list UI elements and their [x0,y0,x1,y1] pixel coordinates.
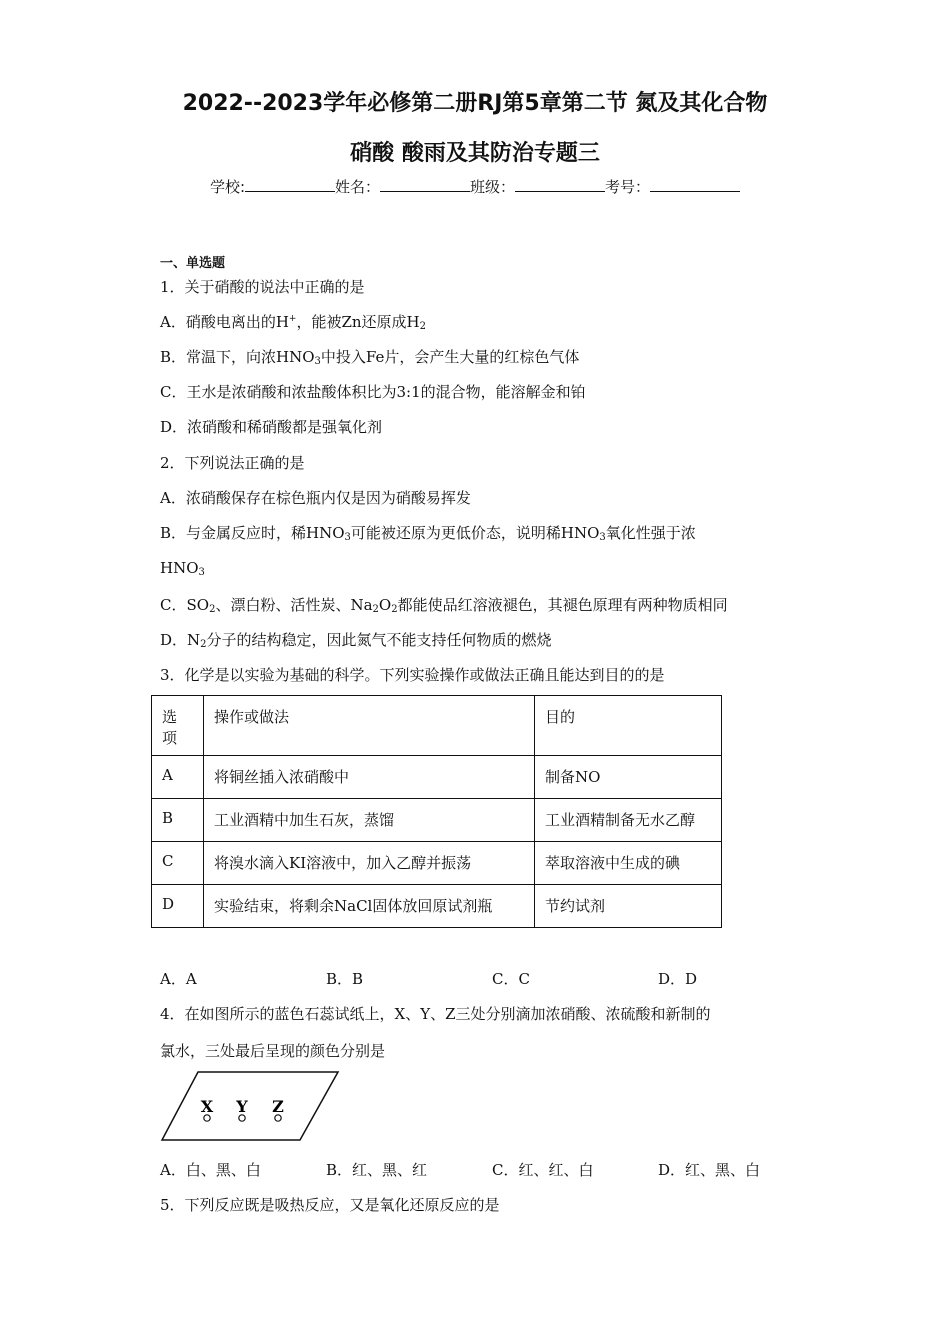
table-row [152,885,722,928]
q1-option-a: A．硝酸电离出的H+，能被Zn还原成$H_2$ [160,313,427,332]
q3-table [151,695,722,928]
q5-stem: 5．下列反应既是吸热反应，又是氧化还原反应的是 [160,1196,500,1214]
cell-purpose: 工业酒精制备无水乙醇 [535,799,722,842]
cell-option: B [152,799,204,842]
litmus-paper-figure [160,1070,345,1144]
cell-purpose: 节约试剂 [535,885,722,928]
class-blank[interactable] [515,177,605,192]
header-cell-purpose: 目的 [535,696,722,756]
q2-option-d: D．$N_2$分子的结构稳定，因此氮气不能支持任何物质的燃烧 [160,631,552,650]
table-header-row [152,696,722,756]
school-label: 学校: [209,178,245,196]
q2-stem: 2．下列说法正确的是 [160,454,305,472]
q2-option-b: B．与金属反应时，稀$HNO_3$可能被还原为更低价态，说明稀$HNO_3$氧化性强于浓 [160,524,696,543]
label-z: Z [272,1097,284,1116]
name-label: 姓名： [335,178,381,196]
q3-stem: 3．化学是以实验为基础的科学。下列实验操作或做法正确且能达到目的的是 [160,666,665,684]
doc-title-line2: 硝酸 酸雨及其防治专题三 [350,141,600,166]
q2-option-b-cont: $HNO_3$ [160,559,205,578]
q1-option-d: D．浓硝酸和稀硝酸都是强氧化剂 [160,418,383,436]
q4-stem-line1: 4．在如图所示的蓝色石蕊试纸上，X、Y、Z三处分别滴加浓硝酸、浓硫酸和新制的 [160,1005,711,1023]
litmus-paper-outline [162,1072,338,1140]
cell-purpose: 制备NO [535,756,722,799]
q4-option-d: D．红、黑、白 [658,1161,761,1179]
q4-option-a: A．白、黑、白 [160,1161,261,1179]
cell-purpose: 萃取溶液中生成的碘 [535,842,722,885]
cell-operation: 工业酒精中加生石灰，蒸馏 [204,799,535,842]
cell-operation: 将溴水滴入KI溶液中，加入乙醇并振荡 [204,842,535,885]
q4-stem-line2: 氯水，三处最后呈现的颜色分别是 [160,1042,386,1060]
q3-option-d: D．D [658,970,698,988]
q2-option-a: A．浓硝酸保存在棕色瓶内仅是因为硝酸易挥发 [160,489,471,507]
table-row [152,756,722,799]
q3-option-b: B．B [326,970,364,988]
q4-option-c: C．红、红、白 [492,1161,594,1179]
q4-option-b: B．红、黑、红 [326,1161,428,1179]
q1-option-b: B．常温下，向浓$HNO_3$中投入Fe片，会产生大量的红棕色气体 [160,348,580,367]
table-row [152,842,722,885]
exam-no-label: 考号： [605,178,651,196]
q1-stem: 1．关于硝酸的说法中正确的是 [160,278,365,296]
cell-option: D [152,885,204,928]
section-title: 一、单选题 [160,256,226,271]
cell-operation: 将铜丝插入浓硝酸中 [204,756,535,799]
q2-option-c: C．$SO_2$、漂白粉、活性炭、$Na_2O_2$都能使品红溶液褪色，其褪色原理有两种物质相同 [160,596,728,615]
q3-option-c: C．C [492,970,530,988]
q1-option-c: C．王水是浓硝酸和浓盐酸体积比为3:1的混合物，能溶解金和铂 [160,383,586,401]
doc-title-line1: 2022--2023学年必修第二册RJ第5章第二节 氮及其化合物 [182,91,768,116]
q3-option-a: A．A [160,970,197,988]
cell-option: A [152,756,204,799]
student-info-row [0,176,950,197]
label-y: Y [236,1097,248,1116]
cell-operation: 实验结束，将剩余NaCl固体放回原试剂瓶 [204,885,535,928]
school-blank[interactable] [245,177,335,192]
header-cell-operation: 操作或做法 [204,696,535,756]
name-blank[interactable] [380,177,470,192]
class-label: 班级： [470,178,516,196]
cell-option: C [152,842,204,885]
label-x: X [200,1097,214,1116]
table-row [152,799,722,842]
exam-no-blank[interactable] [650,177,740,192]
header-cell-option: 选 项 [152,696,204,756]
